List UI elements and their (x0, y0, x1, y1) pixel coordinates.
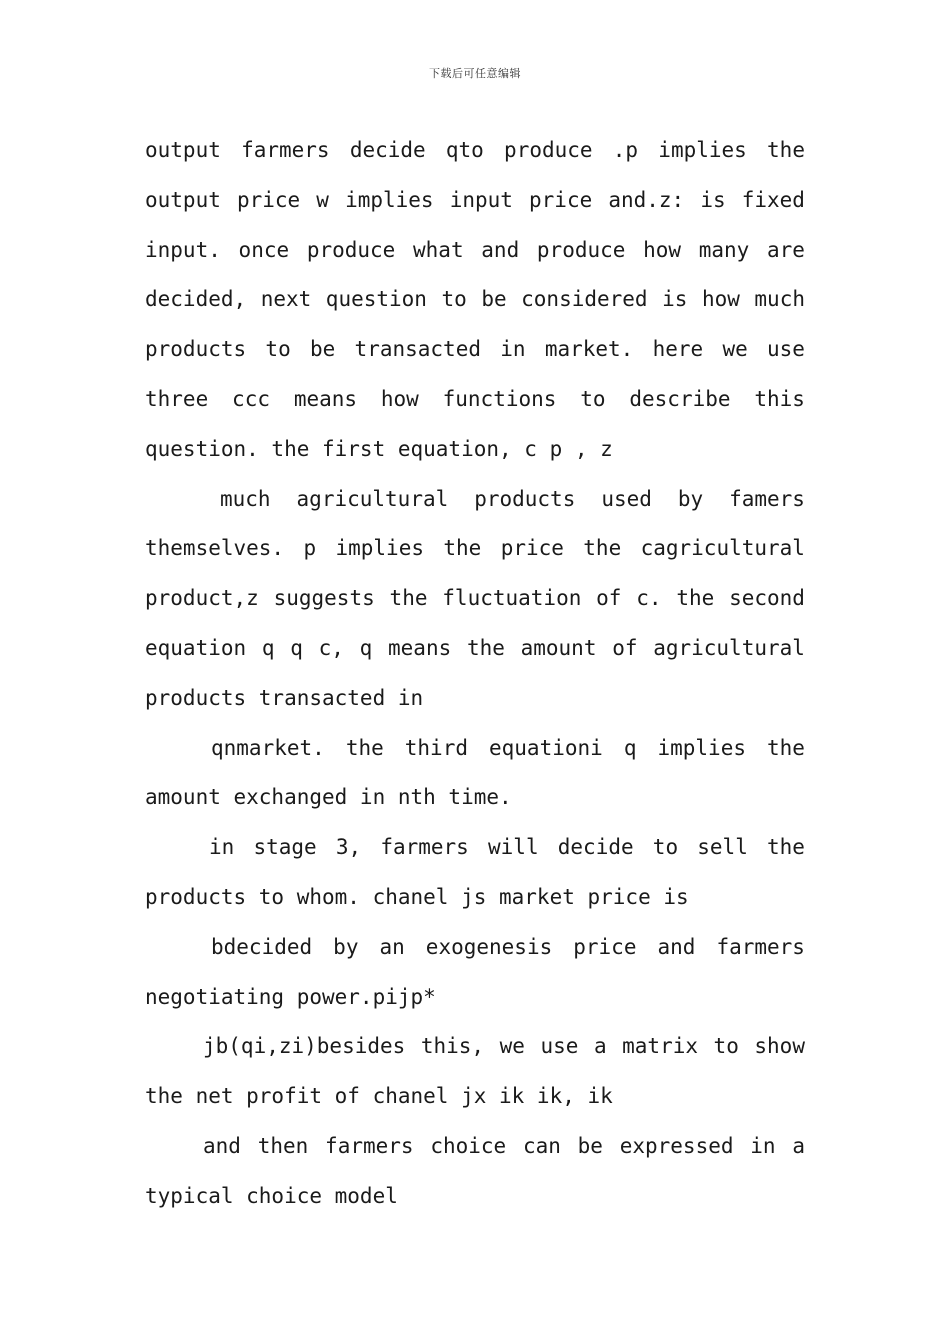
word: produce (306, 237, 396, 262)
word: c, (318, 635, 344, 660)
word: implies (657, 735, 746, 760)
word: equation (145, 635, 247, 660)
word: second (729, 586, 805, 611)
word: output (145, 187, 221, 212)
word: expressed (619, 1133, 734, 1158)
word: the (767, 835, 805, 860)
word: bdecided (211, 934, 313, 959)
word: farmers (716, 934, 805, 959)
word: here (652, 337, 704, 362)
word: is (700, 187, 726, 212)
word: a (593, 1034, 607, 1059)
word: then (257, 1133, 309, 1158)
text-line: products to whom. chanel js market price is (145, 884, 689, 909)
text-line (145, 275, 805, 325)
text-line (145, 176, 805, 226)
word: the (389, 586, 428, 611)
text-line: question. the first equation, c p , z (145, 436, 613, 461)
word: exogenesis (425, 934, 553, 959)
text-line: products transacted in (145, 685, 424, 710)
word: will (488, 835, 539, 860)
word: input. (145, 237, 221, 262)
word: implies (335, 536, 424, 561)
word: implies (658, 138, 747, 162)
word: price (236, 187, 301, 212)
word: product,z (145, 586, 259, 611)
text-line (145, 475, 805, 525)
word: products (474, 486, 576, 511)
word: to (265, 337, 291, 362)
word: p (303, 536, 317, 561)
word: themselves. (145, 536, 285, 561)
word: jb(qi,zi)besides (203, 1034, 406, 1059)
page-header: 下载后可任意编辑 (429, 67, 521, 80)
word: choice (430, 1133, 507, 1158)
text-line (145, 375, 805, 425)
word: use (540, 1034, 579, 1059)
word: decide (557, 835, 634, 860)
word: q (359, 635, 373, 660)
text-line: negotiating power.pijp* (145, 984, 436, 1009)
text-line (145, 325, 805, 375)
word: and (481, 237, 520, 262)
text-line (145, 524, 805, 574)
word: this, (420, 1034, 485, 1059)
word: how (701, 287, 740, 312)
word: decided, (145, 287, 247, 312)
word: c. (636, 586, 662, 611)
word: be (577, 1133, 603, 1158)
word: decide (349, 138, 426, 162)
word: products (145, 337, 247, 362)
word: agricultural (296, 486, 449, 511)
word: much (754, 287, 805, 312)
word: to (580, 386, 606, 411)
word: to (652, 835, 679, 860)
word: be (309, 337, 336, 362)
word: stage (253, 835, 317, 860)
word: by (333, 934, 359, 959)
word: show (754, 1034, 805, 1059)
word: input (449, 187, 513, 212)
word: is (662, 287, 688, 312)
word: q (623, 735, 637, 760)
word: price (500, 536, 564, 561)
word: q (290, 635, 303, 660)
word: in (209, 835, 235, 860)
word: q (261, 635, 275, 660)
word: farmers (325, 1133, 414, 1158)
text-line: amount exchanged in nth time. (145, 785, 512, 810)
word: suggests (273, 586, 375, 611)
word: of (612, 635, 638, 660)
word: use (767, 337, 805, 362)
text-line: typical choice model (145, 1183, 398, 1208)
word: in (500, 337, 526, 362)
word: qnmarket. (211, 735, 325, 760)
word: describe (629, 386, 731, 411)
word: be (481, 287, 507, 312)
word: fluctuation (442, 586, 582, 611)
text-line (145, 823, 805, 873)
word: means (293, 386, 358, 411)
word: the (345, 735, 384, 760)
word: what (413, 237, 464, 262)
word: implies (345, 187, 434, 212)
word: to (441, 287, 467, 312)
word: three (145, 386, 209, 411)
word: price (529, 187, 593, 212)
word: third (404, 735, 468, 760)
word: the (583, 536, 622, 561)
word: fixed (741, 187, 805, 212)
word: the (466, 635, 505, 660)
word: are (767, 237, 805, 262)
word: the (676, 586, 715, 611)
word: next (260, 287, 312, 312)
word: qto (445, 138, 484, 162)
word: we (722, 337, 748, 362)
word: much (220, 486, 271, 511)
text-line (145, 1122, 805, 1172)
word: once (238, 237, 290, 262)
word: how (380, 386, 419, 411)
word: the (767, 138, 805, 162)
text-line (145, 126, 805, 176)
word: transacted (354, 337, 481, 362)
document-body (145, 126, 805, 1222)
word: w (316, 187, 329, 212)
word: produce (504, 138, 593, 162)
word: the (443, 536, 482, 561)
word: the (767, 735, 805, 760)
word: ccc (232, 386, 270, 411)
word: agricultural (653, 635, 805, 660)
word: farmers (380, 835, 469, 860)
text-line (145, 1022, 805, 1072)
text-line (145, 923, 805, 973)
text-line (145, 226, 805, 276)
text-line (145, 574, 805, 624)
word: by (677, 486, 704, 511)
word: .p (612, 138, 639, 162)
word: used (601, 486, 652, 511)
word: produce (536, 237, 626, 262)
word: equationi (489, 735, 603, 760)
word: sell (697, 835, 748, 860)
word: market. (544, 337, 634, 362)
word: an (379, 934, 405, 959)
word: famers (729, 486, 805, 511)
word: question (325, 287, 427, 312)
word: can (522, 1133, 561, 1158)
word: matrix (622, 1034, 698, 1059)
word: this (754, 386, 805, 411)
word: many (698, 237, 750, 262)
text-line: the net profit of chanel jx ik ik, ik (145, 1084, 613, 1109)
word: cagricultural (640, 536, 805, 561)
word: to (713, 1034, 739, 1059)
word: functions (442, 386, 557, 411)
word: we (499, 1034, 525, 1059)
word: and (657, 934, 696, 959)
text-line (145, 724, 805, 774)
word: and (203, 1133, 241, 1158)
word: how (643, 237, 682, 262)
word: and.z: (608, 187, 685, 212)
word: farmers (241, 138, 330, 162)
word: 3, (335, 835, 362, 860)
word: of (596, 586, 622, 611)
word: means (388, 635, 452, 660)
word: amount (520, 635, 597, 660)
word: in (750, 1133, 776, 1158)
word: considered (521, 287, 648, 312)
text-line (145, 624, 805, 674)
word: price (573, 934, 637, 959)
word: output (145, 138, 221, 162)
word: a (792, 1133, 805, 1158)
